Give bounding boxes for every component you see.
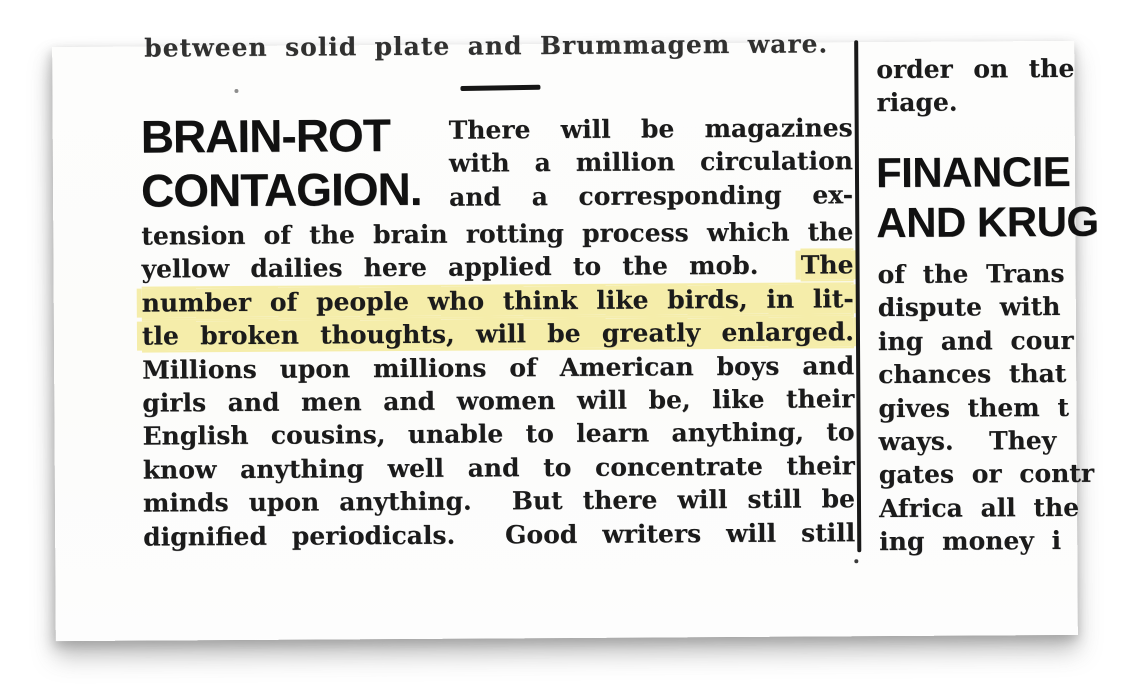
article-line xyxy=(141,249,853,287)
article-line: ing money i xyxy=(879,526,1062,557)
article-line: dignified periodicals. Good writers will still xyxy=(143,517,856,552)
article-body xyxy=(141,215,855,553)
section-divider xyxy=(460,85,540,91)
highlighted-text: number of people who think like birds, in lit- xyxy=(141,284,854,318)
right-headline-line1: FINANCIE xyxy=(875,147,1071,197)
article-headline xyxy=(141,108,422,218)
article-line: There will be magazines xyxy=(448,113,853,145)
right-article-body xyxy=(877,257,1139,559)
article-line: gives them t xyxy=(878,392,1070,423)
article-line: chances that xyxy=(878,359,1067,390)
article-line: Millions upon millions of American boys and xyxy=(142,350,855,385)
right-article-headline xyxy=(876,147,1099,248)
article-line: order on the xyxy=(876,53,1075,85)
article-line: know anything well and to concentrate their xyxy=(142,451,855,485)
scan-speck xyxy=(234,89,238,93)
article-line: English cousins, unable to learn anything, to xyxy=(142,417,855,452)
article-opening-lines xyxy=(449,111,854,214)
article-line xyxy=(142,315,854,353)
highlighted-text: tle broken thoughts, will be greatly enlarged. xyxy=(141,317,855,351)
right-headline-line2: AND KRUG xyxy=(876,197,1099,247)
article-line: riage. xyxy=(876,88,958,118)
newspaper-clipping xyxy=(52,29,1099,641)
scan-speck xyxy=(854,559,858,563)
article-line: of the Trans xyxy=(877,258,1065,290)
article-line-text: yellow dailies here applied to the mob. xyxy=(141,250,801,284)
article-line: minds upon anything. But there will still be xyxy=(142,484,856,518)
column-divider xyxy=(854,40,861,552)
article-line xyxy=(142,282,854,320)
article-line: ways. They xyxy=(878,426,1057,457)
article-line: tension of the brain rotting process which the xyxy=(141,217,854,251)
article-line: girls and men and women will be, like their xyxy=(142,384,855,418)
article-line: with a million circulation xyxy=(448,146,853,179)
article-headline-line1: BRAIN-ROT xyxy=(140,109,390,163)
article-headline-line2: CONTAGION. xyxy=(140,162,422,217)
right-column-top-lines xyxy=(876,52,1074,120)
clipped-top-line-text: between solid plate and Brummagem ware. xyxy=(144,29,829,63)
highlighted-text: The xyxy=(800,250,854,280)
article-line: ing and cour xyxy=(877,325,1074,356)
article-line: gates or contr xyxy=(878,459,1095,490)
article-line: Africa all the xyxy=(878,492,1080,523)
article-line: and a corresponding ex- xyxy=(449,180,854,212)
clipped-top-line xyxy=(144,29,829,63)
article-line: dispute with xyxy=(877,292,1061,323)
